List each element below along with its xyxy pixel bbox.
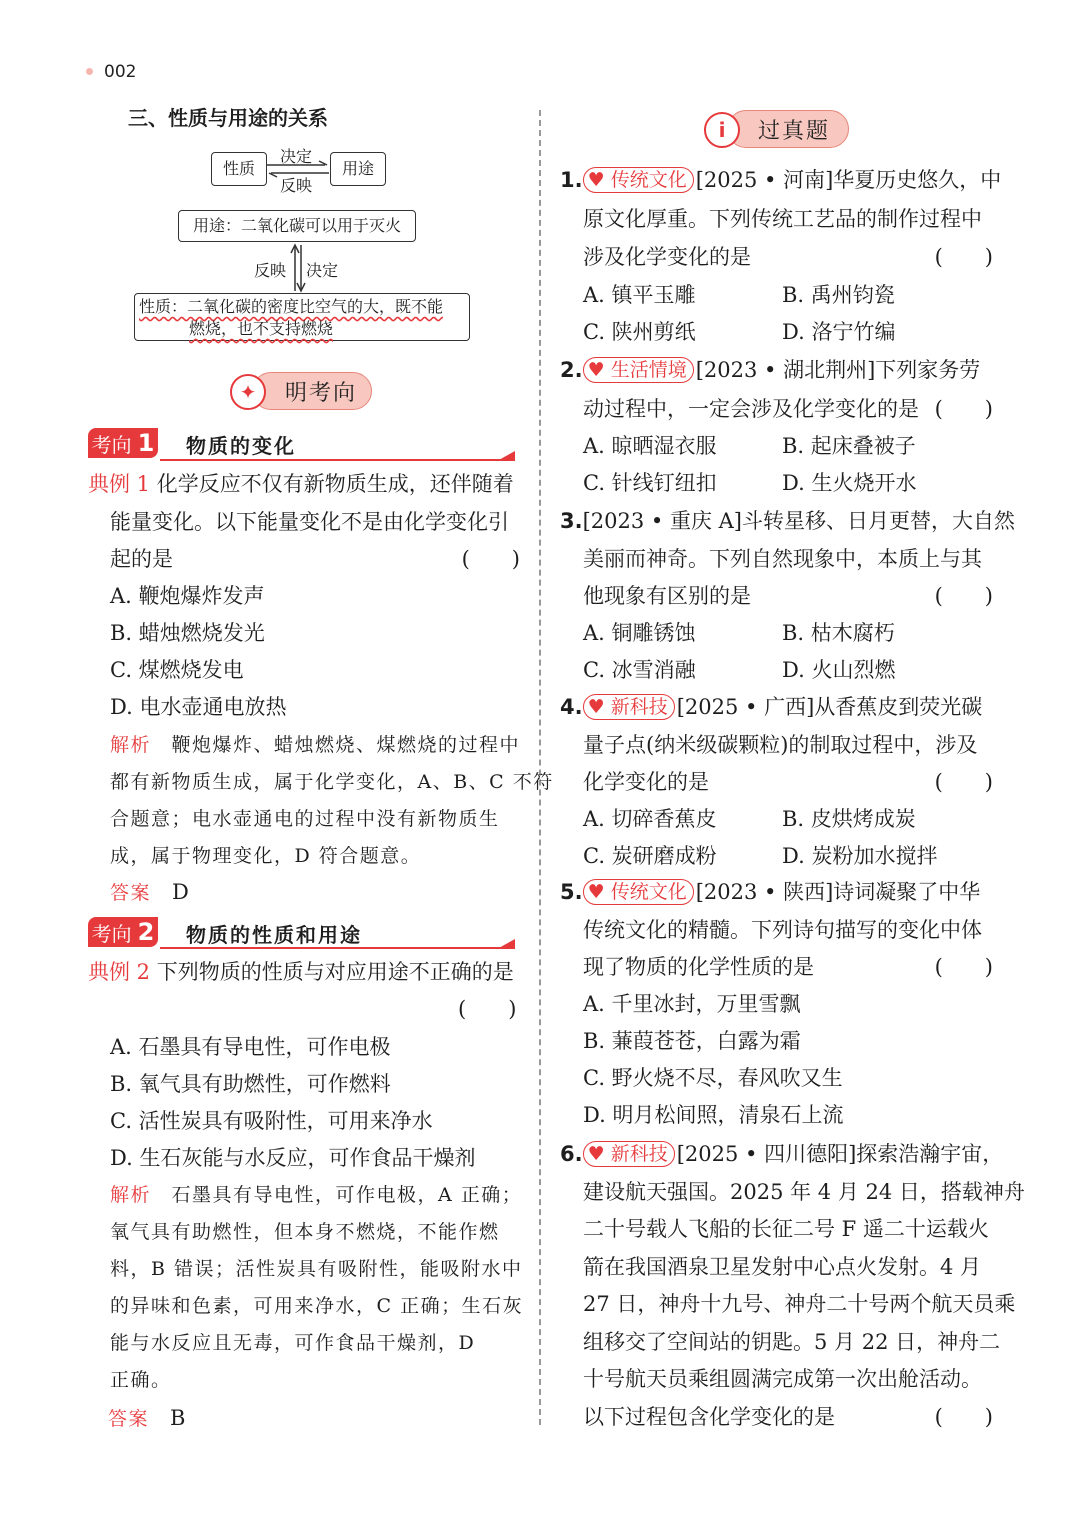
example-1-analysis-line3: 合题意；电水壶通电的过程中没有新物质生 <box>110 808 500 830</box>
example-1-stem-line2: 能量变化。以下能量变化不是由化学变化引 <box>110 510 509 534</box>
kaoxiang-2-badge <box>88 917 158 947</box>
question-1-tag <box>583 167 694 193</box>
question-4-option-d: D. 炭粉加水搅拌 <box>782 844 938 868</box>
question-5-tag <box>583 879 694 905</box>
question-2-line2 <box>583 395 993 423</box>
diagram-box-use: 用途 <box>330 152 386 186</box>
example-2-option-c: C. 活性炭具有吸附性，可用来净水 <box>110 1109 433 1133</box>
example-2-stem1: 下列物质的性质与对应用途不正确的是 <box>156 960 514 984</box>
example-1-analysis-line2: 都有新物质生成，属于化学变化，A、B、C 不符 <box>110 771 554 793</box>
example-1-stem3: 起的是 <box>110 547 173 571</box>
diagram-box-property: 性质 <box>211 152 267 186</box>
question-3-line3 <box>583 582 993 610</box>
question-5-number: 5. <box>560 880 583 904</box>
question-1-line3 <box>583 243 993 271</box>
example-1-option-a: A. 鞭炮爆炸发声 <box>110 584 265 608</box>
question-6-tag <box>583 1141 675 1167</box>
example-2-stem-line1 <box>88 958 514 986</box>
question-2-option-c: C. 针线钉纽扣 <box>583 471 717 495</box>
question-4-option-b: B. 皮烘烤成炭 <box>782 807 916 831</box>
guo-zhen-ti-header <box>727 110 849 148</box>
example-2-answer <box>108 1404 185 1433</box>
diagram-arrow-top-label: 决定 <box>280 147 313 166</box>
question-4-line2: 量子点(纳米级碳颗粒)的制取过程中，涉及 <box>583 733 978 757</box>
question-3-option-c: C. 冰雪消融 <box>583 658 696 682</box>
question-2-tag <box>583 357 694 383</box>
example-1-option-c: C. 煤燃烧发电 <box>110 658 244 682</box>
question-5-bracket: ( ) <box>934 955 993 979</box>
question-2-text2: 动过程中，一定会涉及化学变化的是 <box>583 397 919 421</box>
example-2-answer-value: B <box>170 1406 186 1430</box>
example-2-option-b: B. 氧气具有助燃性，可作燃料 <box>110 1072 391 1096</box>
diagram-vert-right-label: 决定 <box>306 261 339 280</box>
example-1-analysis-line4: 成，属于物理变化，D 符合题意。 <box>110 845 422 867</box>
question-2-option-b: B. 起床叠被子 <box>782 434 916 458</box>
kaoxiang-2-underline-tip <box>497 939 515 949</box>
example-2-analysis-line2: 氧气具有助燃性，但本身不燃烧，不能作燃 <box>110 1221 500 1243</box>
diagram-double-arrow-vertical <box>290 243 306 293</box>
location-pin-icon: ♥ <box>587 881 605 903</box>
question-3-text3: 他现象有区别的是 <box>583 584 751 608</box>
question-1-number: 1. <box>560 168 583 192</box>
question-5-option-b: B. 蒹葭苍苍，白露为霜 <box>583 1029 801 1053</box>
example-1-stem-line1 <box>88 470 514 498</box>
diagram-property-box <box>134 293 470 341</box>
question-5-option-a: A. 千里冰封，万里雪飘 <box>583 992 801 1016</box>
kaoxiang-2-underline <box>160 947 515 949</box>
question-4-option-a: A. 切碎香蕉皮 <box>583 807 717 831</box>
example-2-analysis1: 石墨具有导电性，可作电极，A 正确； <box>171 1184 523 1206</box>
kaoxiang-1-underline-tip <box>497 451 515 461</box>
diagram-arrow-bottom-label: 反映 <box>280 176 313 195</box>
info-icon: i <box>704 112 740 148</box>
question-4-tag-text: 新科技 <box>610 696 668 718</box>
section-title: 三、性质与用途的关系 <box>128 106 328 130</box>
example-1-answer-value: D <box>172 880 189 904</box>
question-6-line7: 十号航天员乘组圆满完成第一次出舱活动。 <box>583 1367 982 1391</box>
example-2-option-a: A. 石墨具有导电性，可作电极 <box>110 1035 391 1059</box>
example-2-analysis-line3: 料，B 错误；活性炭具有吸附性，能吸附水中 <box>110 1258 523 1280</box>
question-4-tag <box>583 694 675 720</box>
question-6-line5: 27 日，神舟十九号、神舟二十号两个航天员乘 <box>583 1292 1016 1316</box>
question-1-option-a: A. 镇平玉雕 <box>583 283 696 307</box>
question-6-number: 6. <box>560 1142 583 1166</box>
page-number-dot <box>86 68 93 75</box>
kaoxiang-1-underline <box>160 459 515 461</box>
question-2-line1 <box>560 356 980 384</box>
diagram-double-arrow-horizontal <box>265 160 331 178</box>
question-6-bracket: ( ) <box>934 1405 993 1429</box>
ming-kao-xiang-label: 明考向 <box>285 380 358 406</box>
ming-kao-xiang-header <box>252 372 372 410</box>
question-6-text8: 以下过程包含化学变化的是 <box>583 1405 835 1429</box>
question-1-option-c: C. 陕州剪纸 <box>583 320 696 344</box>
question-4-text1: [2025 • 广西]从香蕉皮到荧光碳 <box>676 695 983 719</box>
kaoxiang-1-badge-num: 1 <box>137 429 155 457</box>
question-6-line3: 二十号载人飞船的长征二号 F 遥二十运载火 <box>583 1217 989 1241</box>
example-1-analysis-label: 解析 <box>110 734 152 756</box>
question-6-tag-text: 新科技 <box>610 1143 668 1165</box>
question-2-bracket: ( ) <box>934 397 993 421</box>
question-6-line2: 建设航天强国。2025 年 4 月 24 日，搭载神舟 <box>583 1180 1025 1204</box>
question-1-option-b: B. 禹州钧瓷 <box>782 283 895 307</box>
kaoxiang-1-title: 物质的变化 <box>186 434 296 458</box>
example-1-option-d: D. 电水壶通电放热 <box>110 695 287 719</box>
example-1-analysis-line1 <box>110 731 520 759</box>
example-2-label: 典例 2 <box>88 960 151 984</box>
example-2-analysis-line5: 能与水反应且无毒，可作食品干燥剂，D <box>110 1332 476 1354</box>
question-3-option-a: A. 铜雕锈蚀 <box>583 621 696 645</box>
example-1-answer <box>110 878 189 907</box>
question-4-bracket: ( ) <box>934 770 993 794</box>
question-5-text1: [2023 • 陕西]诗词凝聚了中华 <box>695 880 981 904</box>
question-6-line4: 箭在我国酒泉卫星发射中心点火发射。4 月 <box>583 1255 982 1279</box>
diagram-property-line2: 燃烧，也不支持燃烧 <box>189 319 334 338</box>
example-2-analysis-line4: 的异味和色素，可用来净水，C 正确；生石灰 <box>110 1295 524 1317</box>
question-6-line6: 组移交了空间站的钥匙。5 月 22 日，神舟二 <box>583 1330 1001 1354</box>
location-pin-icon: ♥ <box>587 696 605 718</box>
question-1-line2: 原文化厚重。下列传统工艺品的制作过程中 <box>583 207 982 231</box>
question-5-tag-text: 传统文化 <box>610 881 687 903</box>
question-5-option-c: C. 野火烧不尽，春风吹又生 <box>583 1066 843 1090</box>
question-1-text3: 涉及化学变化的是 <box>583 245 751 269</box>
example-2-analysis-line6: 正确。 <box>110 1369 172 1391</box>
question-6-line8 <box>583 1403 993 1431</box>
diagram-vert-left-label: 反映 <box>254 261 287 280</box>
example-2-bracket: ( ) <box>458 997 517 1021</box>
example-1-answer-label: 答案 <box>110 882 152 904</box>
example-1-bracket: ( ) <box>461 547 520 571</box>
question-4-line3 <box>583 768 993 796</box>
question-3-bracket: ( ) <box>934 584 993 608</box>
question-6-line1 <box>560 1140 1003 1168</box>
compass-icon: ✦ <box>230 374 266 410</box>
question-3-text1: [2023 • 重庆 A]斗转星移、日月更替，大自然 <box>582 509 1015 533</box>
kaoxiang-2-title: 物质的性质和用途 <box>186 923 362 947</box>
question-2-text1: [2023 • 湖北荆州]下列家务劳 <box>695 358 981 382</box>
example-2-option-d: D. 生石灰能与水反应，可作食品干燥剂 <box>110 1146 476 1170</box>
question-3-number: 3. <box>560 509 583 533</box>
example-2-answer-label: 答案 <box>108 1408 150 1430</box>
example-1-label: 典例 1 <box>88 472 151 496</box>
question-5-line3 <box>583 953 993 981</box>
question-3-line1 <box>560 507 1015 535</box>
question-2-number: 2. <box>560 358 583 382</box>
question-1-text1: [2025 • 河南]华夏历史悠久，中 <box>695 168 1002 192</box>
example-2-analysis-label: 解析 <box>110 1184 152 1206</box>
question-4-text3: 化学变化的是 <box>583 770 709 794</box>
diagram-property-line1: 性质：二氧化碳的密度比空气的大，既不能 <box>139 297 444 316</box>
question-5-option-d: D. 明月松间照，清泉石上流 <box>583 1103 844 1127</box>
example-2-analysis-line1 <box>110 1181 522 1209</box>
example-1-option-b: B. 蜡烛燃烧发光 <box>110 621 265 645</box>
question-3-option-b: B. 枯木腐朽 <box>782 621 895 645</box>
location-pin-icon: ♥ <box>587 359 605 381</box>
question-5-line1 <box>560 878 980 906</box>
kaoxiang-2-badge-num: 2 <box>137 918 155 946</box>
question-3-line2: 美丽而神奇。下列自然现象中，本质上与其 <box>583 547 982 571</box>
kaoxiang-2-badge-text: 考向 <box>91 921 132 946</box>
location-pin-icon: ♥ <box>587 1143 605 1165</box>
question-1-tag-text: 传统文化 <box>610 169 687 191</box>
question-2-tag-text: 生活情境 <box>610 359 687 381</box>
location-pin-icon: ♥ <box>587 169 605 191</box>
question-4-number: 4. <box>560 695 583 719</box>
question-3-option-d: D. 火山烈燃 <box>782 658 896 682</box>
question-1-option-d: D. 洛宁竹编 <box>782 320 896 344</box>
example-1-stem-line3 <box>110 545 520 573</box>
question-5-text3: 现了物质的化学性质的是 <box>583 955 814 979</box>
question-2-option-a: A. 晾晒湿衣服 <box>583 434 717 458</box>
kaoxiang-1-badge <box>88 428 158 458</box>
question-1-bracket: ( ) <box>934 245 993 269</box>
question-5-line2: 传统文化的精髓。下列诗句描写的变化中体 <box>583 918 982 942</box>
page-number: 002 <box>104 62 137 82</box>
question-1-line1 <box>560 166 1001 194</box>
question-2-option-d: D. 生火烧开水 <box>782 471 917 495</box>
diagram-use-box: 用途：二氧化碳可以用于灭火 <box>178 210 416 242</box>
question-4-line1 <box>560 693 982 721</box>
kaoxiang-1-badge-text: 考向 <box>91 432 132 457</box>
question-4-option-c: C. 炭研磨成粉 <box>583 844 717 868</box>
question-6-text1: [2025 • 四川德阳]探索浩瀚宇宙， <box>676 1142 1004 1166</box>
example-1-stem1: 化学反应不仅有新物质生成，还伴随着 <box>156 472 514 496</box>
example-1-analysis1: 鞭炮爆炸、蜡烛燃烧、煤燃烧的过程中 <box>171 734 521 756</box>
guo-zhen-ti-label: 过真题 <box>758 118 831 144</box>
